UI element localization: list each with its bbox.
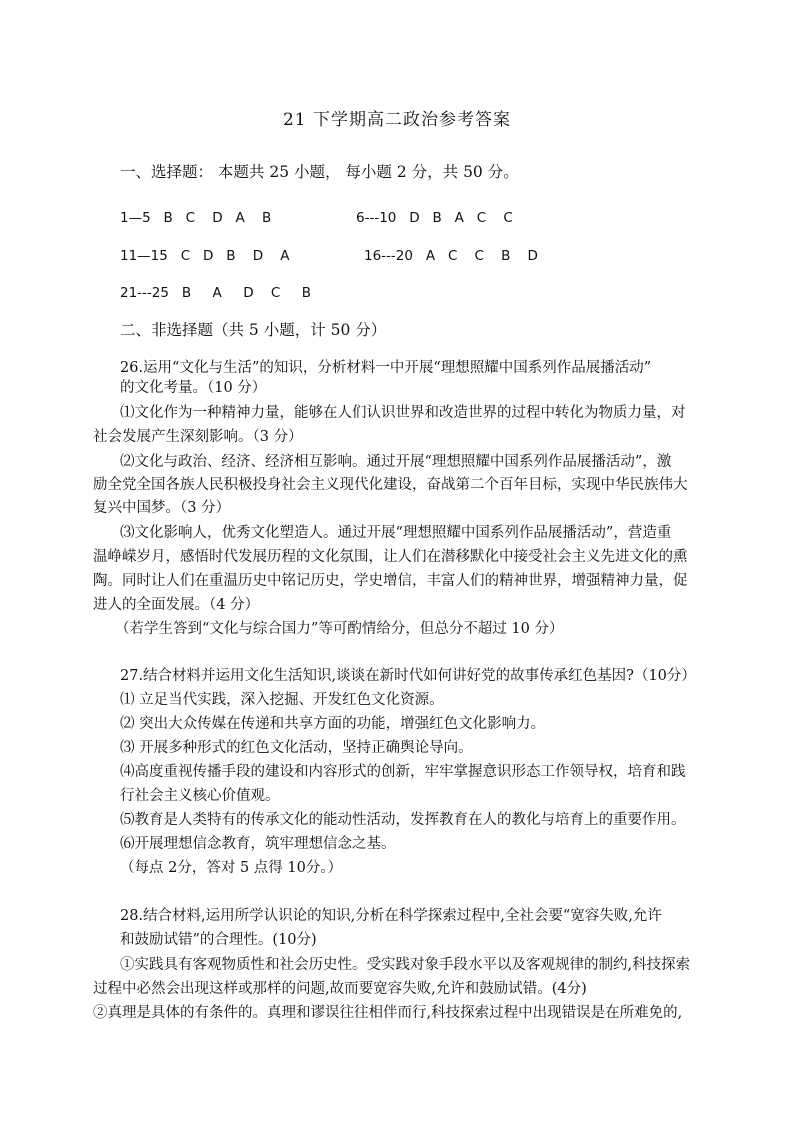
q27-line: ⑸教育是人类特有的传承文化的能动性活动，发挥教育在人的教化与培育上的重要作用。 <box>120 812 686 828</box>
section2-heading: 二、非选择题（共 5 小题，计 50 分） <box>120 321 387 339</box>
q26-line: ⑴文化作为一种精神力量，能够在人们认识世界和改造世界的过程中转化为物质力量，对 <box>120 405 686 421</box>
q27-line: ⑴ 立足当代实践，深入挖掘、开发红色文化资源。 <box>120 692 444 708</box>
q26-line: 复兴中国梦。（3 分） <box>93 500 231 516</box>
q28-line: ①实践具有客观物质性和社会历史性。受实践对象手段水平以及客观规律的制约,科技探索 <box>120 957 691 973</box>
q26-line: 进人的全面发展。（4 分） <box>93 597 260 613</box>
q26-line: 温峥嵘岁月，感悟时代发展历程的文化氛围，让人们在潜移默化中接受社会主义先进文化的熏 <box>93 549 688 565</box>
answer-row-3a: 21---25 B A D C B <box>120 285 311 301</box>
answer-row-1b: 6---10 D B A C C <box>356 210 513 226</box>
answer-row-2a: 11—15 C D B D A <box>120 248 290 264</box>
q28-line: 过程中必然会出现这样或那样的问题,故而要宽容失败,允许和鼓励试错。(4分) <box>93 981 587 997</box>
q27-line: 27.结合材料并运用文化生活知识,谈谈在新时代如何讲好党的故事传承红色基因?（10分） <box>120 668 696 684</box>
q27-line: ⑷高度重视传播手段的建设和内容形式的创新，牢牢掌握意识形态工作领导权，培育和践 <box>120 764 686 780</box>
q28-line: ②真理是具体的有条件的。真理和谬误往往相伴而行,科技探索过程中出现错误是在所难免的, <box>93 1005 683 1021</box>
q26-note: （若学生答到“文化与综合国力”等可酌情给分，但总分不超过 10 分） <box>115 621 564 637</box>
q27-line: 行社会主义核心价值观。 <box>120 788 280 804</box>
q26-line: 社会发展产生深刻影响。（3 分） <box>93 429 303 445</box>
answer-row-1a: 1—5 B C D A B <box>120 210 272 226</box>
q27-line: ⑹开展理想信念教育，筑牢理想信念之基。 <box>120 836 396 852</box>
section1-heading: 一、选择题： 本题共 25 小题， 每小题 2 分，共 50 分。 <box>120 163 519 181</box>
q26-line: ⑶文化影响人，优秀文化塑造人。通过开展“理想照耀中国系列作品展播活动”，营造重 <box>120 525 672 541</box>
answer-row-2b: 16---20 A C C B D <box>364 248 538 264</box>
q28-line: 28.结合材料,运用所学认识论的知识,分析在科学探索过程中,全社会要“宽容失败,允许 <box>120 908 662 924</box>
q27-note: （每点 2分，答对 5 点得 10分。） <box>120 860 343 876</box>
q28-line: 和鼓励试错”的合理性。(10分) <box>120 932 317 948</box>
q26-line: 陶。同时让人们在重温历史中铭记历史，学史增信，丰富人们的精神世界，增强精神力量，促 <box>93 573 688 589</box>
q27-line: ⑶ 开展多种形式的红色文化活动，坚持正确舆论导向。 <box>120 740 473 756</box>
page-title: 21 下学期高二政治参考答案 <box>282 110 512 130</box>
q26-line: 的文化考量。（10 分） <box>120 380 267 396</box>
q27-line: ⑵ 突出大众传媒在传递和共享方面的功能，增强红色文化影响力。 <box>120 716 546 732</box>
q26-line: 26.运用“文化与生活”的知识，分析材料一中开展“理想照耀中国系列作品展播活动” <box>120 360 652 376</box>
q26-line: 励全党全国各族人民积极投身社会主义现代化建设，奋战第二个百年目标，实现中华民族伟大 <box>93 477 688 493</box>
q26-line: ⑵文化与政治、经济、经济相互影响。通过开展“理想照耀中国系列作品展播活动”，激 <box>120 454 672 470</box>
